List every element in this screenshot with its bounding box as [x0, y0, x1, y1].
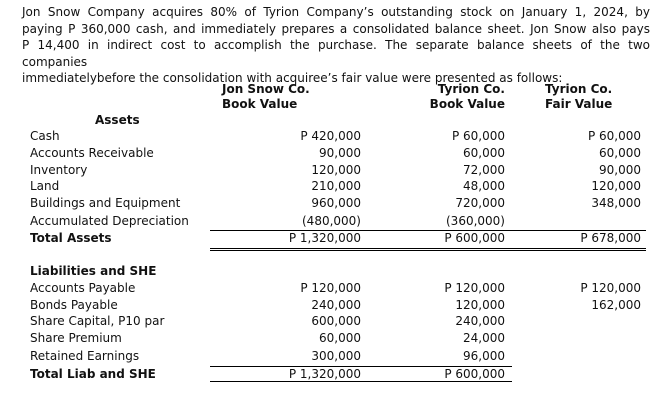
col-header-tyrion-fair: Tyrion Co. Fair Value — [545, 82, 613, 111]
liabilities-heading: Liabilities and SHE — [30, 264, 157, 278]
col-header-jon-snow-book: Jon Snow Co. Book Value — [222, 82, 310, 111]
intro-line-1: Jon Snow Company acquires 80% of Tyrion Company’s outstanding stock on January 1, 2024, by — [22, 5, 650, 19]
table-row: Accounts Receivable 90,000 60,000 60,000 — [30, 146, 641, 160]
table-row: Accumulated Depreciation (480,000) (360,000) — [30, 214, 505, 228]
total-assets-double-rule-1 — [210, 248, 646, 249]
problem-statement — [22, 4, 650, 87]
table-row: Land 210,000 48,000 120,000 — [30, 179, 641, 193]
table-row: Share Premium 60,000 24,000 — [30, 331, 505, 345]
table-row: Inventory 120,000 72,000 90,000 — [30, 163, 641, 177]
total-assets-row: Total Assets P 1,320,000 P 600,000 P 678,000 — [30, 231, 641, 245]
table-row: Cash P 420,000 P 60,000 P 60,000 — [30, 129, 641, 143]
table-row: Accounts Payable P 120,000 P 120,000 P 120,000 — [30, 281, 641, 295]
total-liab-bottom-rule — [210, 381, 512, 382]
intro-line-3: P 14,400 in indirect cost to accomplish the purchase. The separate balance sheets of the two companies — [22, 38, 650, 69]
intro-line-2: paying P 360,000 cash, and immediately prepares a consolidated balance sheet. Jon Snow also pays — [22, 21, 650, 36]
total-assets-double-rule-2 — [210, 250, 646, 251]
intro-line-4: immediatelybefore the consolidation with acquiree’s fair value were presented as follows: — [22, 71, 563, 85]
total-liab-row: Total Liab and SHE P 1,320,000 P 600,000 — [30, 367, 505, 381]
table-row: Retained Earnings 300,000 96,000 — [30, 349, 505, 363]
col-header-tyrion-book: Tyrion Co. Book Value — [429, 82, 505, 111]
table-row: Buildings and Equipment 960,000 720,000 348,000 — [30, 196, 641, 210]
table-row: Bonds Payable 240,000 120,000 162,000 — [30, 298, 641, 312]
assets-heading: Assets — [95, 113, 140, 127]
table-row: Share Capital, P10 par 600,000 240,000 — [30, 314, 505, 328]
